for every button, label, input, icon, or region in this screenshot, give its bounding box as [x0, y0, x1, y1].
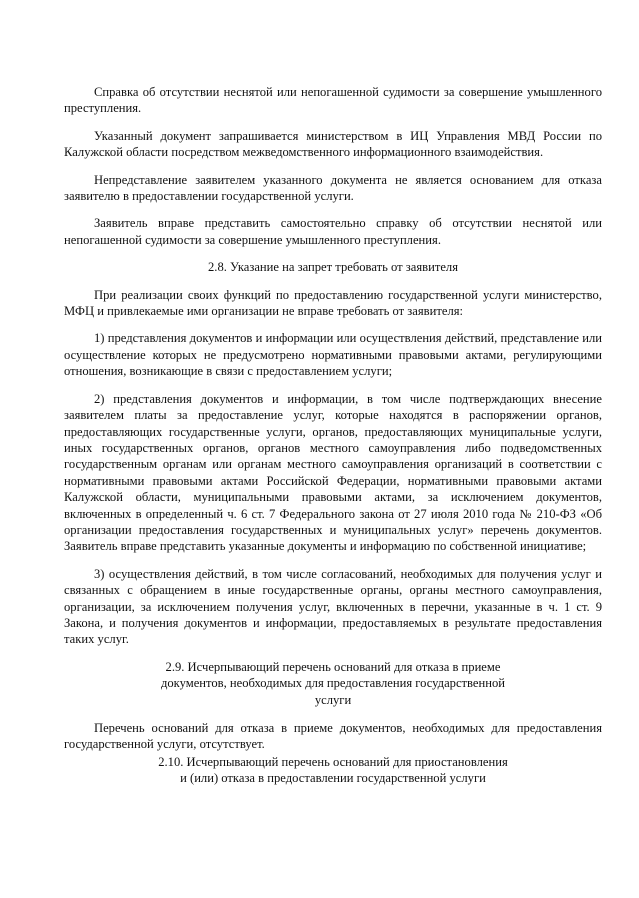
paragraph-applicant-right: Заявитель вправе представить самостоятельно справку об отсутствии неснятой или непогашенной судимости за совершение умышленного преступления. [64, 216, 602, 247]
paragraph-not-grounds: Непредставление заявителем указанного документа не является основанием для отказа заявителю в предоставлении государственной услуги. [64, 172, 602, 204]
section-2-10-heading-line-2: и (или) отказа в предоставлении государственной услуги [180, 771, 486, 786]
section-2-9-heading-line-3: услуги [314, 692, 352, 707]
section-2-10-heading [104, 754, 562, 787]
section-2-9-heading [114, 659, 552, 708]
section-2-9-heading-line-2: документов, необходимых для предоставления государственной [160, 676, 506, 691]
section-2-9-heading-line-1: 2.9. Исчерпывающий перечень оснований для отказа в приеме [165, 659, 501, 674]
section-2-8-item-1: 1) представления документов и информации или осуществления действий, представление или осуществление которых не предусмотрено нормативными правовыми актами, регулирующими отношения, возникающие в связи с предоставлением услуги; [64, 331, 602, 379]
paragraph-request: Указанный документ запрашивается министерством в ИЦ Управления МВД России по Калужской области посредством межведомственного информационного взаимодействия. [64, 128, 602, 160]
section-2-8-heading: 2.8. Указание на запрет требовать от заявителя [208, 260, 458, 275]
section-2-9-text: Перечень оснований для отказа в приеме документов, необходимых для предоставления государственной услуги, отсутствует. [64, 721, 602, 752]
section-2-8-item-3: 3) осуществления действий, в том числе согласований, необходимых для получения услуг и связанных с обращением в иные государственные органы, органы местного самоуправления, организации, за исключением получения услуг, включенных в перечни, указанные в ч. 1 ст. 9 Закона, и получения документов и информации, предоставляемых в результате предоставления таких услуг. [64, 566, 602, 647]
section-2-8-item-2: 2) представления документов и информации, в том числе подтверждающих внесение заявителем платы за предоставление услуг, которые находятся в распоряжении органов, предоставляющих государственные услуги, органов, предоставляющих муниципальные услуги, иных государственных органов, органов местного самоуправления либо подведомственных государственным органам или органам местного самоуправления организаций в соответствии с нормативными правовыми актами Российской Федерации, нормативными правовыми актами Калужской области, муниципальными правовыми актами, за исключением документов, включенных в определенный ч. 6 ст. 7 Федерального закона от 27 июля 2010 года № 210-ФЗ «Об организации предоставления государственных и муниципальных услуг» перечень документов. Заявитель вправе представить указанные документы и информацию по собственной инициативе; [64, 391, 602, 554]
section-2-8-intro: При реализации своих функций по предоставлению государственной услуги министерство, МФЦ и привлекаемые ими организации не вправе требовать от заявителя: [64, 287, 602, 319]
document-page [64, 84, 602, 787]
paragraph-certificate: Справка об отсутствии неснятой или непогашенной судимости за совершение умышленного преступления. [64, 85, 602, 116]
section-2-10-heading-line-1: 2.10. Исчерпывающий перечень оснований для приостановления [158, 754, 508, 769]
